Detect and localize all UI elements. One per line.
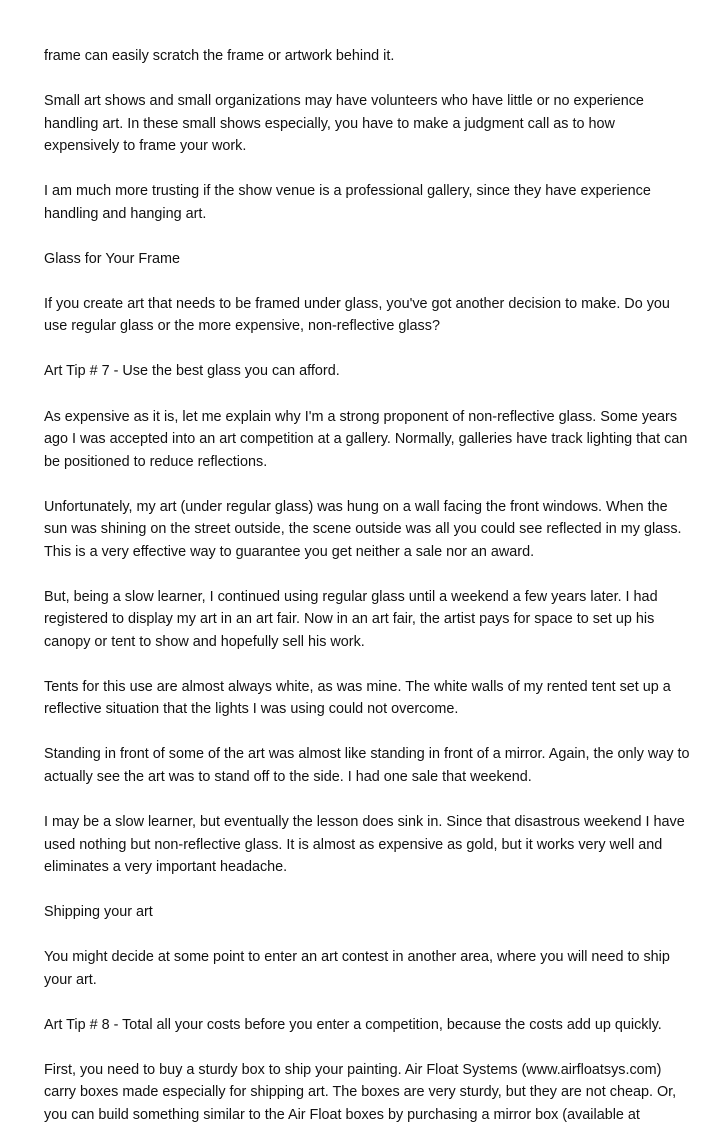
art-tip-7: Art Tip # 7 - Use the best glass you can afford. <box>44 363 340 380</box>
section-heading-shipping: Shipping your art <box>44 904 153 921</box>
paragraph-mirror: Standing in front of some of the art was almost like standing in front of a mirror. Again, the only way to actually see the art was to stand off to the side. I had one sale that weekend. <box>44 746 690 785</box>
paragraph-professional-gallery: I am much more trusting if the show venue is a professional gallery, since they have experience handling and hanging art. <box>44 183 651 222</box>
paragraph-glass-decision: If you create art that needs to be framed under glass, you've got another decision to make. Do you use regular glass or the more expensive, non-reflective glass? <box>44 295 670 335</box>
paragraph-regular-glass-story: Unfortunately, my art (under regular glass) was hung on a wall facing the front windows. When the sun was shining on the street outside, the scene outside was all you could see reflected in my glass. This is a very effective way to guarantee you get neither a sale nor an award. <box>44 498 682 560</box>
document-body <box>44 45 694 1126</box>
paragraph-sturdy-box: First, you need to buy a sturdy box to ship your painting. Air Float Systems (www.airfloatsys.com) carry boxes made especially for shipping art. The boxes are very sturdy, but they are not cheap. Or, you can build something similar to the Air Float boxes by purchasing a mirror box (available at <box>44 1061 677 1123</box>
paragraph-white-tents: Tents for this use are almost always white, as was mine. The white walls of my rented tent set up a reflective situation that the lights I was using could not overcome. <box>44 678 671 718</box>
paragraph-art-fair: But, being a slow learner, I continued using regular glass until a weekend a few years later. I had registered to display my art in an art fair. Now in an art fair, the artist pays for space to set up his canopy or tent to show and hopefully sell his work. <box>44 588 658 650</box>
paragraph-small-art-shows: Small art shows and small organizations may have volunteers who have little or no experience handling art. In these small shows especially, you have to make a judgment call as to how expensively to frame your work. <box>44 93 644 155</box>
paragraph-non-reflective: As expensive as it is, let me explain why I'm a strong proponent of non-reflective glass. Some years ago I was accepted into an art competition at a gallery. Normally, galleries have track lighting that can be positioned to reduce reflections. <box>44 408 688 470</box>
art-tip-8: Art Tip # 8 - Total all your costs before you enter a competition, because the costs add up quickly. <box>44 1016 662 1033</box>
paragraph-ship-contest: You might decide at some point to enter an art contest in another area, where you will need to ship your art. <box>44 949 670 988</box>
section-heading-glass: Glass for Your Frame <box>44 250 180 267</box>
paragraph-frame-scratch: frame can easily scratch the frame or artwork behind it. <box>44 48 395 64</box>
paragraph-lesson: I may be a slow learner, but eventually the lesson does sink in. Since that disastrous weekend I have used nothing but non-reflective glass. It is almost as expensive as gold, but it works very well and eliminates a very important headache. <box>44 814 685 876</box>
